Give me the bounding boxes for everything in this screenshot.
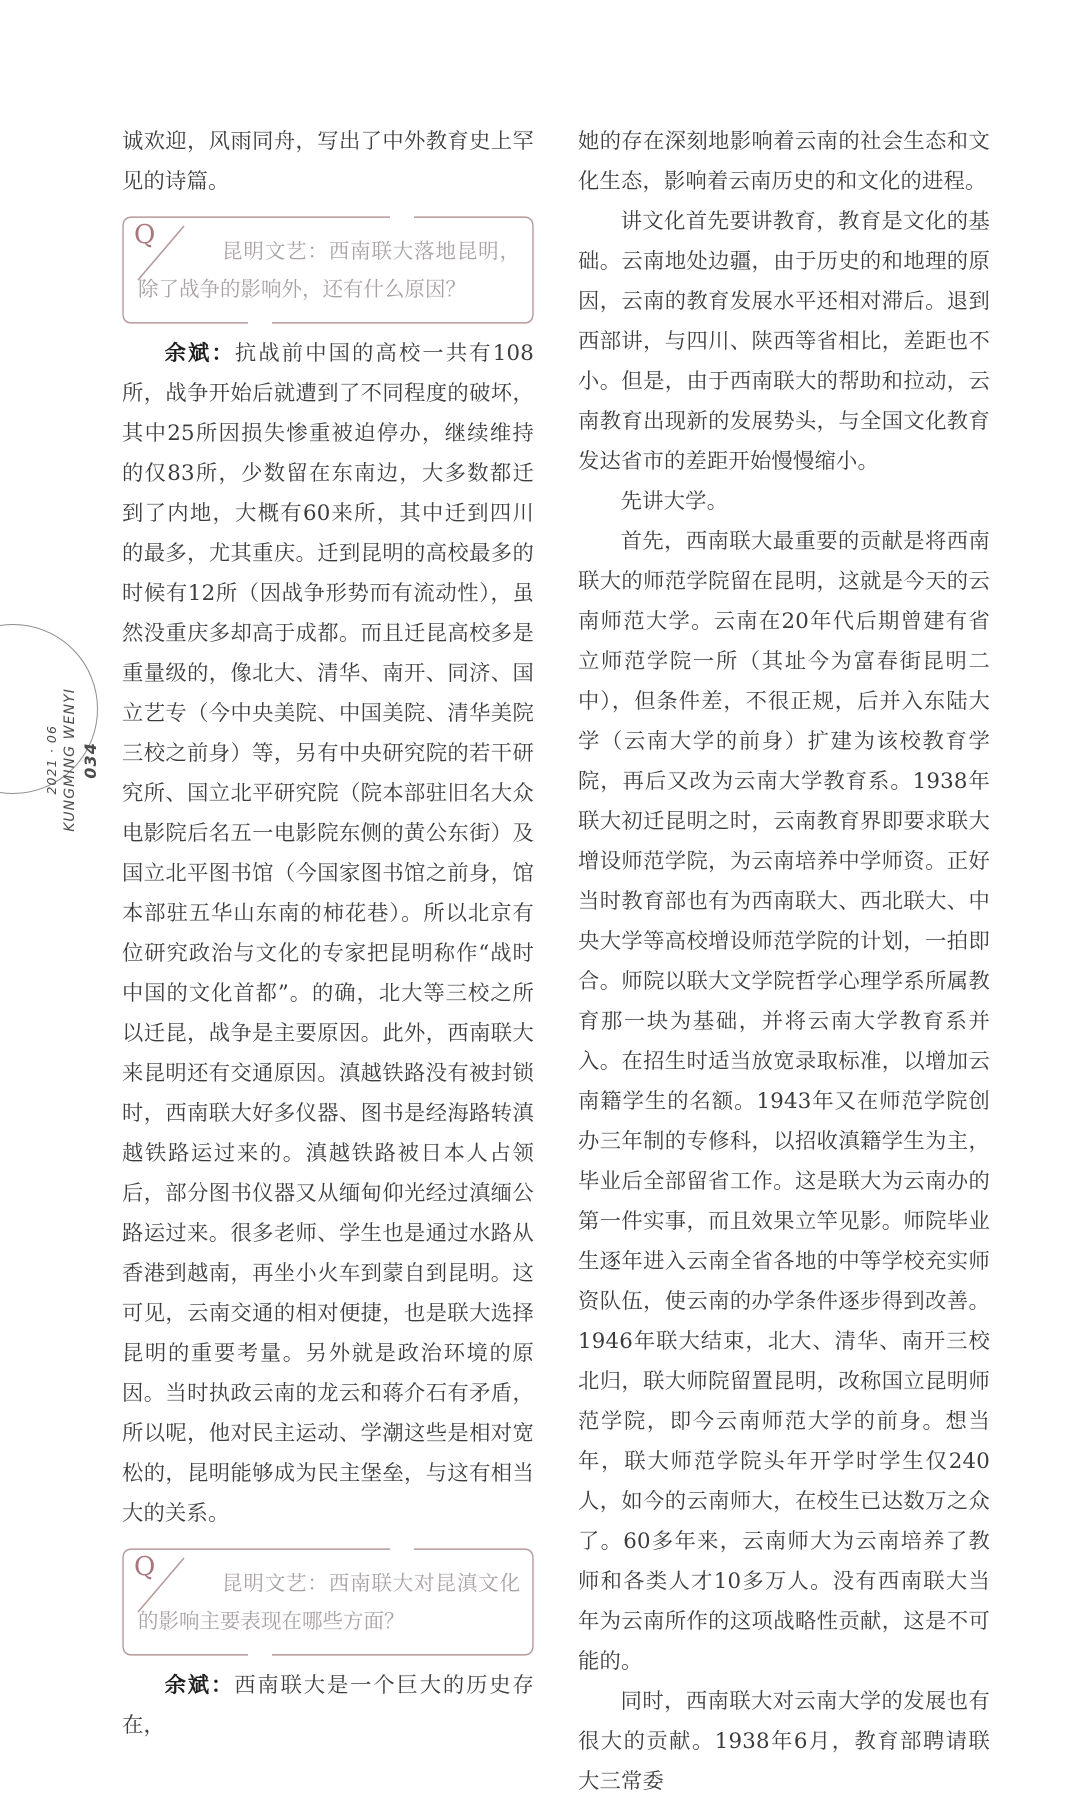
speaker-name: 余斌： bbox=[164, 1673, 235, 1698]
paragraph-continued-left: 诚欢迎，风雨同舟，写出了中外教育史上罕见的诗篇。 bbox=[122, 129, 534, 194]
answer-paragraph-2 bbox=[122, 1666, 534, 1746]
issue-date: 2021 · 06 bbox=[44, 725, 59, 795]
question-text-2: 昆明文艺：西南联大对昆滇文化的影响主要表现在哪些方面？ bbox=[138, 1571, 520, 1633]
question-text-1: 昆明文艺：西南联大落地昆明，除了战争的影响外，还有什么原因？ bbox=[138, 239, 520, 301]
question-letter: Q bbox=[134, 220, 156, 250]
question-callout-2 bbox=[122, 1548, 534, 1656]
speaker-name: 余斌： bbox=[164, 341, 235, 366]
question-mark-group bbox=[134, 1554, 208, 1616]
paragraph-universities-lead: 先讲大学。 bbox=[620, 489, 729, 514]
question-letter: Q bbox=[134, 1552, 156, 1582]
answer-body-2: 西南联大是一个巨大的历史存在， bbox=[122, 1673, 534, 1738]
journal-name: KUNGMING WENYI bbox=[62, 688, 78, 832]
two-column-body bbox=[122, 122, 990, 1802]
page-number: 034 bbox=[81, 741, 100, 779]
margin-stamp bbox=[12, 655, 132, 865]
right-column bbox=[578, 122, 990, 1802]
question-callout-1 bbox=[122, 216, 534, 324]
paragraph-continued-right: 她的存在深刻地影响着云南的社会生态和文化生态，影响着云南历史的和文化的进程。 bbox=[578, 129, 990, 194]
paragraph-yunnan-university: 同时，西南联大对云南大学的发展也有很大的贡献。1938年6月，教育部聘请联大三常委 bbox=[578, 1689, 990, 1794]
left-column bbox=[122, 122, 534, 1802]
answer-paragraph-1 bbox=[122, 334, 534, 1534]
answer-body-1: 抗战前中国的高校一共有108所，战争开始后就遭到了不同程度的破坏，其中25所因损失惨重被迫停办，继续维持的仅83所，少数留在东南边，大多数都迁到了内地，大概有60来所，其中迁到四川的最多，尤其重庆。迁到昆明的高校最多的时候有12所（因战争形势而有流动性），虽然没重庆多却高于成都。而且迁昆高校多是重量级的，像北大、清华、南开、同济、国立艺专（今中央美院、中国美院、清华美院三校之前身）等，另有中央研究院的若干研究所、国立北平研究院（院本部驻旧名大众电影院后名五一电影院东侧的黄公东街）及国立北平图书馆（今国家图书馆之前身，馆本部驻五华山东南的柿花巷）。所以北京有位研究政治与文化的专家把昆明称作“战时中国的文化首都”。的确，北大等三校之所以迁昆，战争是主要原因。此外，西南联大来昆明还有交通原因。滇越铁路没有被封锁时，西南联大好多仪器、图书是经海路转滇越铁路运过来的。滇越铁路被日本人占领后，部分图书仪器又从缅甸仰光经过滇缅公路运过来。很多老师、学生也是通过水路从香港到越南，再坐小火车到蒙自到昆明。这可见，云南交通的相对便捷，也是联大选择昆明的重要考量。另外就是政治环境的原因。当时执政云南的龙云和蒋介石有矛盾，所以呢，他对民主运动、学潮这些是相对宽松的，昆明能够成为民主堡垒，与这有相当大的关系。 bbox=[122, 341, 534, 1526]
paragraph-normal-college: 首先，西南联大最重要的贡献是将西南联大的师范学院留在昆明，这就是今天的云南师范大学。云南在20年代后期曾建有省立师范学院一所（其址今为富春街昆明二中），但条件差，不很正规，后并入东陆大学（云南大学的前身）扩建为该校教育学院，再后又改为云南大学教育系。1938年联大初迁昆明之时，云南教育界即要求联大增设师范学院，为云南培养中学师资。正好当时教育部也有为西南联大、西北联大、中央大学等高校增设师范学院的计划，一拍即合。师院以联大文学院哲学心理学系所属教育那一块为基础，并将云南大学教育系并入。在招生时适当放宽录取标准，以增加云南籍学生的名额。1943年又在师范学院创办三年制的专修科，以招收滇籍学生为主，毕业后全部留省工作。这是联大为云南办的第一件实事，而且效果立竿见影。师院毕业生逐年进入云南全省各地的中等学校充实师资队伍，使云南的办学条件逐步得到改善。1946年联大结束，北大、清华、南开三校北归，联大师院留置昆明，改称国立昆明师范学院，即今云南师范大学的前身。想当年，联大师范学院头年开学时学生仅240人，如今的云南师大，在校生已达数万之众了。60多年来，云南师大为云南培养了教师和各类人才10多万人。没有西南联大当年为云南所作的这项战略性贡献，这是不可能的。 bbox=[578, 529, 990, 1674]
paragraph-education-basis: 讲文化首先要讲教育，教育是文化的基础。云南地处边疆，由于历史的和地理的原因，云南的教育发展水平还相对滞后。退到西部讲，与四川、陕西等省相比，差距也不小。但是，由于西南联大的帮助和拉动，云南教育出现新的发展势头，与全国文化教育发达省市的差距开始慢慢缩小。 bbox=[578, 209, 990, 474]
question-mark-group bbox=[134, 222, 208, 284]
